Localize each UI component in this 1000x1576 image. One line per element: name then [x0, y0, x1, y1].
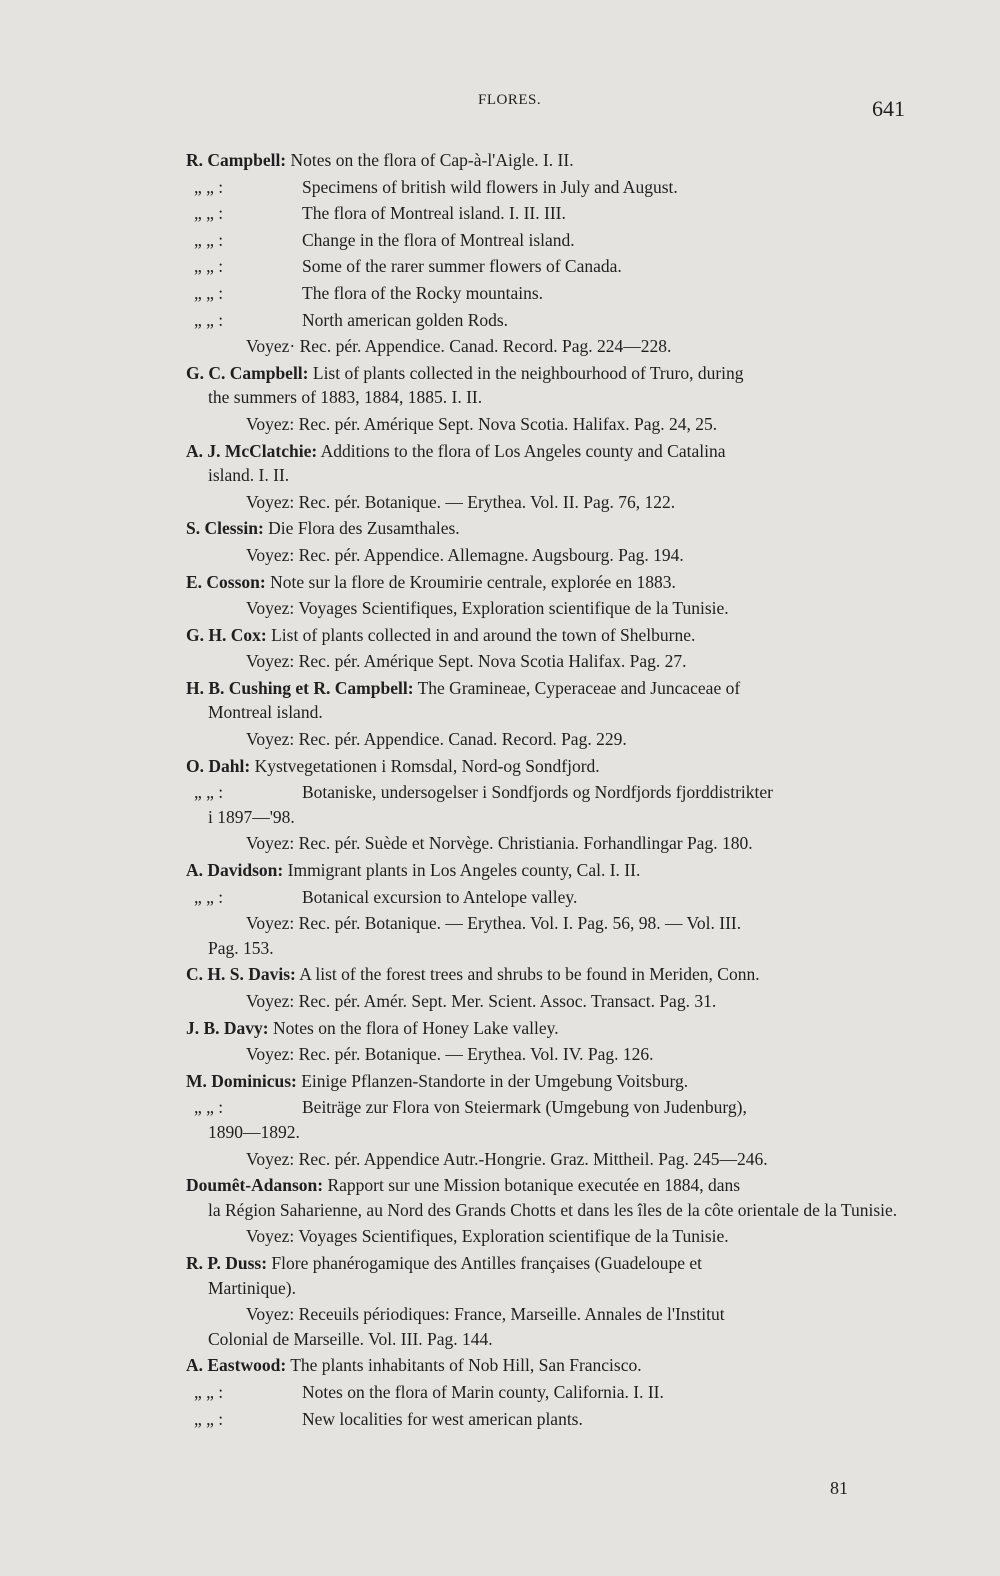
work-title: The flora of the Rocky mountains. [302, 282, 544, 303]
author-name: A. Davidson: [186, 860, 284, 881]
reference-line: Voyez: Voyages Scientifiques, Exploration scientifique de la Tunisie. [246, 1226, 729, 1247]
title-continuation: Montreal island. [208, 702, 323, 723]
author-name: E. Cosson: [186, 571, 266, 592]
reference-continuation: Pag. 153. [208, 937, 274, 958]
bibliography-entry [186, 1042, 914, 1067]
work-title: Botaniske, undersogelser i Sondfjords og Nordfjords fjorddistrikter [302, 782, 773, 803]
bibliography-entry [186, 201, 914, 226]
reference-line: Voyez: Rec. pér. Amérique Sept. Nova Scotia. Halifax. Pag. 24, 25. [246, 413, 718, 434]
work-title: Notes on the flora of Honey Lake valley. [273, 1017, 559, 1038]
work-title: The flora of Montreal island. I. II. III. [302, 203, 566, 224]
work-title: Beiträge zur Flora von Steiermark (Umgebung von Judenburg), [302, 1097, 747, 1118]
bibliography-entry [186, 1302, 914, 1351]
author-name: A. J. McClatchie: [186, 440, 318, 461]
author-name: J. B. Davy: [186, 1017, 269, 1038]
bibliography-entry [186, 649, 914, 674]
author-name: O. Dahl: [186, 755, 251, 776]
work-title: New localities for west american plants. [302, 1408, 583, 1429]
bibliography-entry [186, 308, 914, 333]
reference-line: Voyez· Rec. pér. Appendice. Canad. Record. Pag. 224—228. [246, 336, 672, 357]
bibliography-entry [186, 1173, 914, 1222]
work-title: List of plants collected in and around the town of Shelburne. [271, 624, 696, 645]
reference-line: Voyez: Rec. pér. Botanique. — Erythea. Vol. II. Pag. 76, 122. [246, 491, 676, 512]
bibliography-entry [186, 1069, 914, 1094]
reference-line: Voyez: Rec. pér. Amérique Sept. Nova Scotia Halifax. Pag. 27. [246, 651, 687, 672]
ditto-mark: „ „ : [194, 176, 224, 197]
bibliography-entry [186, 1407, 914, 1432]
author-name: Doumêt-Adanson: [186, 1175, 324, 1196]
bibliography-entry [186, 989, 914, 1014]
work-title: Einige Pflanzen-Standorte in der Umgebung Voitsburg. [301, 1070, 689, 1091]
bibliography-entry [186, 175, 914, 200]
bibliography-entry [186, 1224, 914, 1249]
title-continuation: i 1897—'98. [208, 806, 295, 827]
ditto-mark: „ „ : [194, 886, 224, 907]
author-name: R. P. Duss: [186, 1252, 268, 1273]
running-title: FLORES. [478, 92, 542, 108]
ditto-mark: „ „ : [194, 782, 224, 803]
ditto-mark: „ „ : [194, 282, 224, 303]
ditto-mark: „ „ : [194, 1381, 224, 1402]
reference-line: Voyez: Receuils périodiques: France, Marseille. Annales de l'Institut [246, 1304, 725, 1325]
bibliography-entry [186, 780, 914, 829]
work-title: Notes on the flora of Cap-à-l'Aigle. I. II. [290, 150, 574, 170]
bibliography-entry [186, 361, 914, 410]
bibliography-entry [186, 334, 914, 359]
bibliography-entry [186, 962, 914, 987]
bibliography-entry [186, 1147, 914, 1172]
reference-line: Voyez: Rec. pér. Appendice Autr.-Hongrie. Graz. Mittheil. Pag. 245—246. [246, 1148, 768, 1169]
author-name: G. C. Campbell: [186, 362, 309, 383]
work-title: Some of the rarer summer flowers of Canada. [302, 256, 622, 277]
title-continuation: island. I. II. [208, 465, 290, 486]
bibliography-entry [186, 254, 914, 279]
bibliography-entry [186, 858, 914, 883]
work-title: North american golden Rods. [302, 309, 509, 330]
title-continuation: the summers of 1883, 1884, 1885. I. II. [208, 387, 483, 408]
ditto-mark: „ „ : [194, 229, 224, 250]
bibliography-entry [186, 1095, 914, 1144]
ditto-mark: „ „ : [194, 256, 224, 277]
work-title: Additions to the flora of Los Angeles county and Catalina [320, 440, 726, 461]
reference-line: Voyez: Rec. pér. Amér. Sept. Mer. Scient. Assoc. Transact. Pag. 31. [246, 991, 717, 1011]
page-number: 641 [872, 96, 905, 121]
title-continuation: Martinique). [208, 1277, 296, 1298]
author-name: M. Dominicus: [186, 1070, 297, 1091]
author-name: S. Clessin: [186, 518, 264, 539]
reference-line: Voyez: Rec. pér. Botanique. — Erythea. Vol. IV. Pag. 126. [246, 1044, 654, 1065]
ditto-mark: „ „ : [194, 309, 224, 330]
work-title: The Gramineae, Cyperaceae and Juncaceae of [417, 677, 741, 698]
bibliography-entry [186, 281, 914, 306]
reference-line: Voyez: Rec. pér. Appendice. Allemagne. Augsbourg. Pag. 194. [246, 544, 684, 565]
work-title: Kystvegetationen i Romsdal, Nord-og Sondfjord. [254, 755, 600, 776]
work-title: A list of the forest trees and shrubs to be found in Meriden, Conn. [299, 964, 760, 985]
work-title: Change in the flora of Montreal island. [302, 229, 575, 250]
bibliography-entry [186, 1016, 914, 1041]
bibliography-entry [186, 1353, 914, 1378]
reference-line: Voyez: Rec. pér. Botanique. — Erythea. Vol. I. Pag. 56, 98. — Vol. III. [246, 913, 742, 934]
bibliography-entry [186, 228, 914, 253]
bibliography-entry [186, 148, 914, 173]
bibliography-entry [186, 911, 914, 960]
bibliography-entry [186, 727, 914, 752]
work-title: Die Flora des Zusamthales. [268, 518, 460, 539]
bibliography-entry [186, 516, 914, 541]
bibliography-list [186, 146, 914, 1431]
bibliography-entry [186, 623, 914, 648]
title-continuation: 1890—1892. [208, 1121, 300, 1142]
bibliography-entry [186, 754, 914, 779]
title-continuation: la Région Saharienne, au Nord des Grands Chotts et dans les îles de la côte orientale de la Tunisie. [208, 1199, 898, 1220]
bibliography-entry [186, 439, 914, 488]
work-title: Notes on the flora of Marin county, California. I. II. [302, 1381, 664, 1402]
reference-continuation: Colonial de Marseille. Vol. III. Pag. 144. [208, 1328, 493, 1349]
author-name: H. B. Cushing et R. Campbell: [186, 677, 414, 698]
work-title: Note sur la flore de Kroumirie centrale, explorée en 1883. [270, 571, 676, 592]
work-title: Specimens of british wild flowers in July and August. [302, 176, 678, 197]
ditto-mark: „ „ : [194, 1408, 224, 1429]
ditto-mark: „ „ : [194, 1097, 224, 1118]
bibliography-entry [186, 596, 914, 621]
ditto-mark: „ „ : [194, 203, 224, 224]
work-title: Immigrant plants in Los Angeles county, Cal. I. II. [287, 860, 641, 881]
reference-line: Voyez: Rec. pér. Suède et Norvège. Christiania. Forhandlingar Pag. 180. [246, 833, 753, 854]
bibliography-entry [186, 412, 914, 437]
reference-line: Voyez: Rec. pér. Appendice. Canad. Record. Pag. 229. [246, 729, 627, 750]
bibliography-entry [186, 1251, 914, 1300]
author-name: G. H. Cox: [186, 624, 267, 645]
work-title: Flore phanérogamique des Antilles françaises (Guadeloupe et [271, 1252, 702, 1273]
bibliography-entry [186, 570, 914, 595]
bibliography-entry [186, 490, 914, 515]
author-name: R. Campbell: [186, 150, 287, 170]
signature-mark: 81 [830, 1478, 848, 1498]
reference-line: Voyez: Voyages Scientifiques, Exploration scientifique de la Tunisie. [246, 598, 729, 619]
author-name: C. H. S. Davis: [186, 964, 296, 985]
bibliography-entry [186, 885, 914, 910]
work-title: List of plants collected in the neighbourhood of Truro, during [312, 362, 744, 383]
bibliography-entry [186, 543, 914, 568]
bibliography-entry [186, 1380, 914, 1405]
bibliography-entry [186, 676, 914, 725]
work-title: The plants inhabitants of Nob Hill, San Francisco. [290, 1355, 642, 1376]
bibliography-entry [186, 831, 914, 856]
work-title: Rapport sur une Mission botanique executée en 1884, dans [327, 1175, 741, 1196]
author-name: A. Eastwood: [186, 1355, 287, 1376]
work-title: Botanical excursion to Antelope valley. [302, 886, 578, 907]
